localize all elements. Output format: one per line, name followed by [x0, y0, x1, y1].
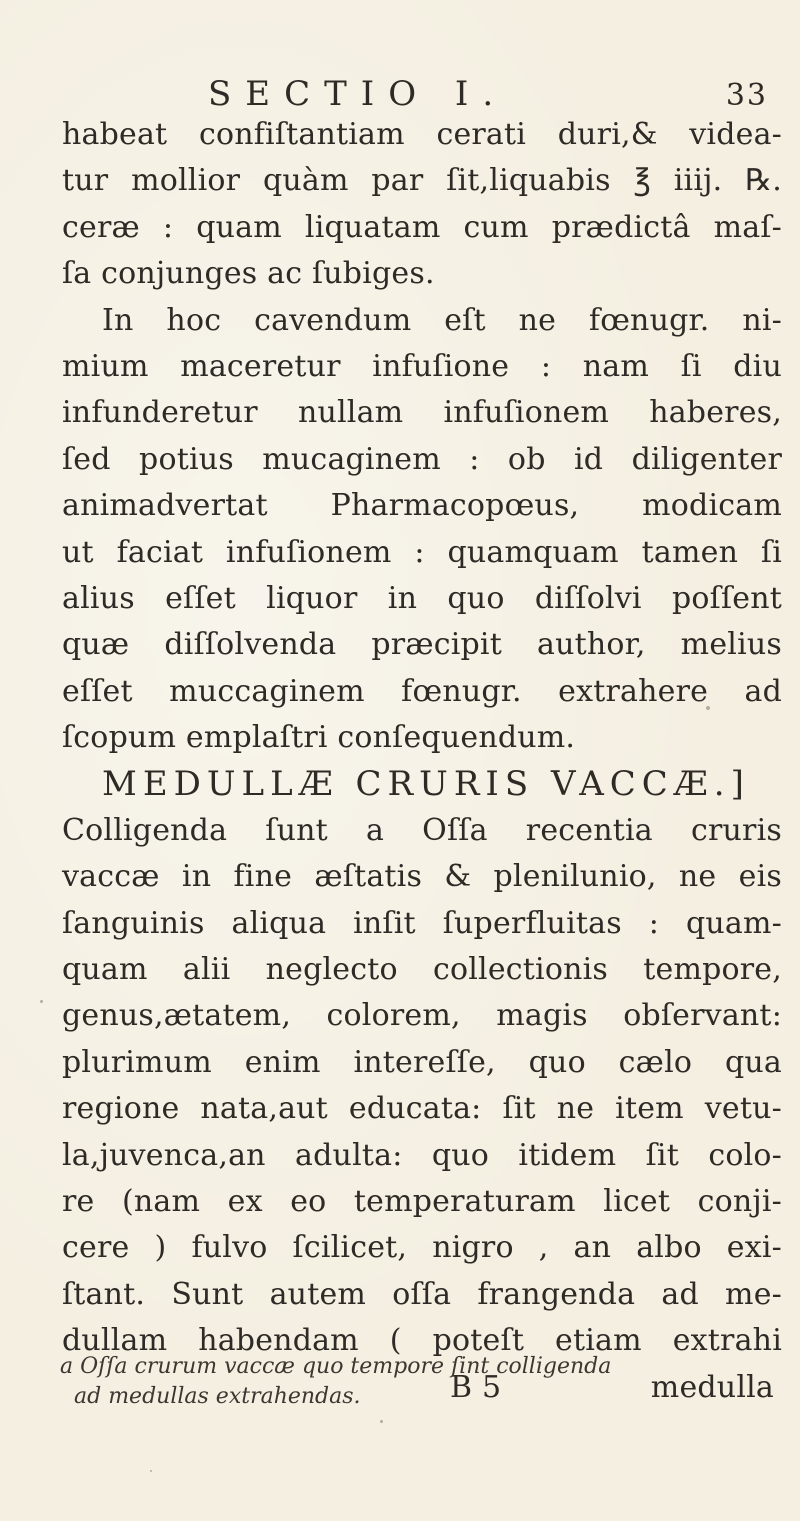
main-text — [62, 112, 782, 1411]
text-line: Colligenda ſunt a Oſſa recentia cruris — [62, 812, 782, 848]
text-line: quam alii neglecto collectionis tempore, — [62, 952, 782, 988]
text-line: habeat confiſtantiam cerati duri,& videa- — [62, 117, 782, 152]
text-line: vaccæ in fine æſtatis & plenilunio, ne eis — [62, 859, 782, 895]
text-line: dullam habendam ( poteſt etiam extrahi — [62, 1323, 782, 1359]
text-line: infunderetur nullam infuſionem haberes, — [62, 395, 782, 431]
text-line: eſſet muccaginem fœnugr. extrahere ad — [62, 673, 782, 709]
section-heading: MEDULLÆ CRURIS VACCÆ.] — [102, 764, 750, 805]
footnote-line: a Oſſa crurum vaccæ quo tempore ſint colligenda — [60, 1354, 612, 1379]
text-line: cere ) fulvo ſcilicet, nigro , an albo exi- — [62, 1230, 782, 1266]
text-line: In hoc cavendum eſt ne fœnugr. ni- — [102, 302, 782, 338]
text-line: ſcopum emplaſtri conſequendum. — [62, 720, 576, 756]
text-line: la,juvenca,an adulta: quo itidem ſit colo- — [62, 1137, 782, 1173]
text-line: ſa conjunges ac ſubiges. — [62, 256, 435, 292]
running-head: SECTIO I. — [208, 74, 508, 114]
text-line: animadvertat Pharmacopœus, modicam — [62, 488, 782, 524]
text-line: ſanguinis aliqua inſit ſuperfluitas : quam- — [62, 905, 782, 941]
text-line: genus,ætatem, colorem, magis obſervant: — [62, 998, 782, 1034]
text-line: ſed potius mucaginem : ob id diligenter — [62, 441, 782, 477]
text-line: alius eſſet liquor in quo diſſolvi poſſent — [62, 580, 782, 616]
text-line: regione nata,aut educata: ſit ne item vetu- — [62, 1091, 782, 1127]
footnote-line: ad medullas extrahendas. — [74, 1384, 361, 1409]
text-line: ut faciat infuſionem : quamquam tamen ſi — [62, 534, 782, 570]
page-number: 33 — [725, 78, 768, 113]
signature-mark: B 5 — [450, 1369, 502, 1405]
text-line: plurimum enim intereſſe, quo cælo qua — [62, 1044, 782, 1080]
footnotes — [60, 1352, 780, 1412]
text-line: re (nam ex eo temperaturam licet conji- — [62, 1183, 782, 1219]
text-line: ceræ : quam liquatam cum prædictâ maſ- — [62, 209, 782, 245]
text-line: quæ diſſolvenda præcipit author, melius — [62, 627, 782, 663]
text-line: tur mollior quàm par ſit,liquabis ℥ iiij. ℞. — [62, 163, 782, 199]
text-line: mium maceretur infuſione : nam ſi diu — [62, 348, 782, 384]
text-line: ſtant. Sunt autem oſſa frangenda ad me- — [62, 1276, 782, 1312]
page-header — [208, 74, 768, 114]
catchword: medulla — [650, 1369, 774, 1405]
